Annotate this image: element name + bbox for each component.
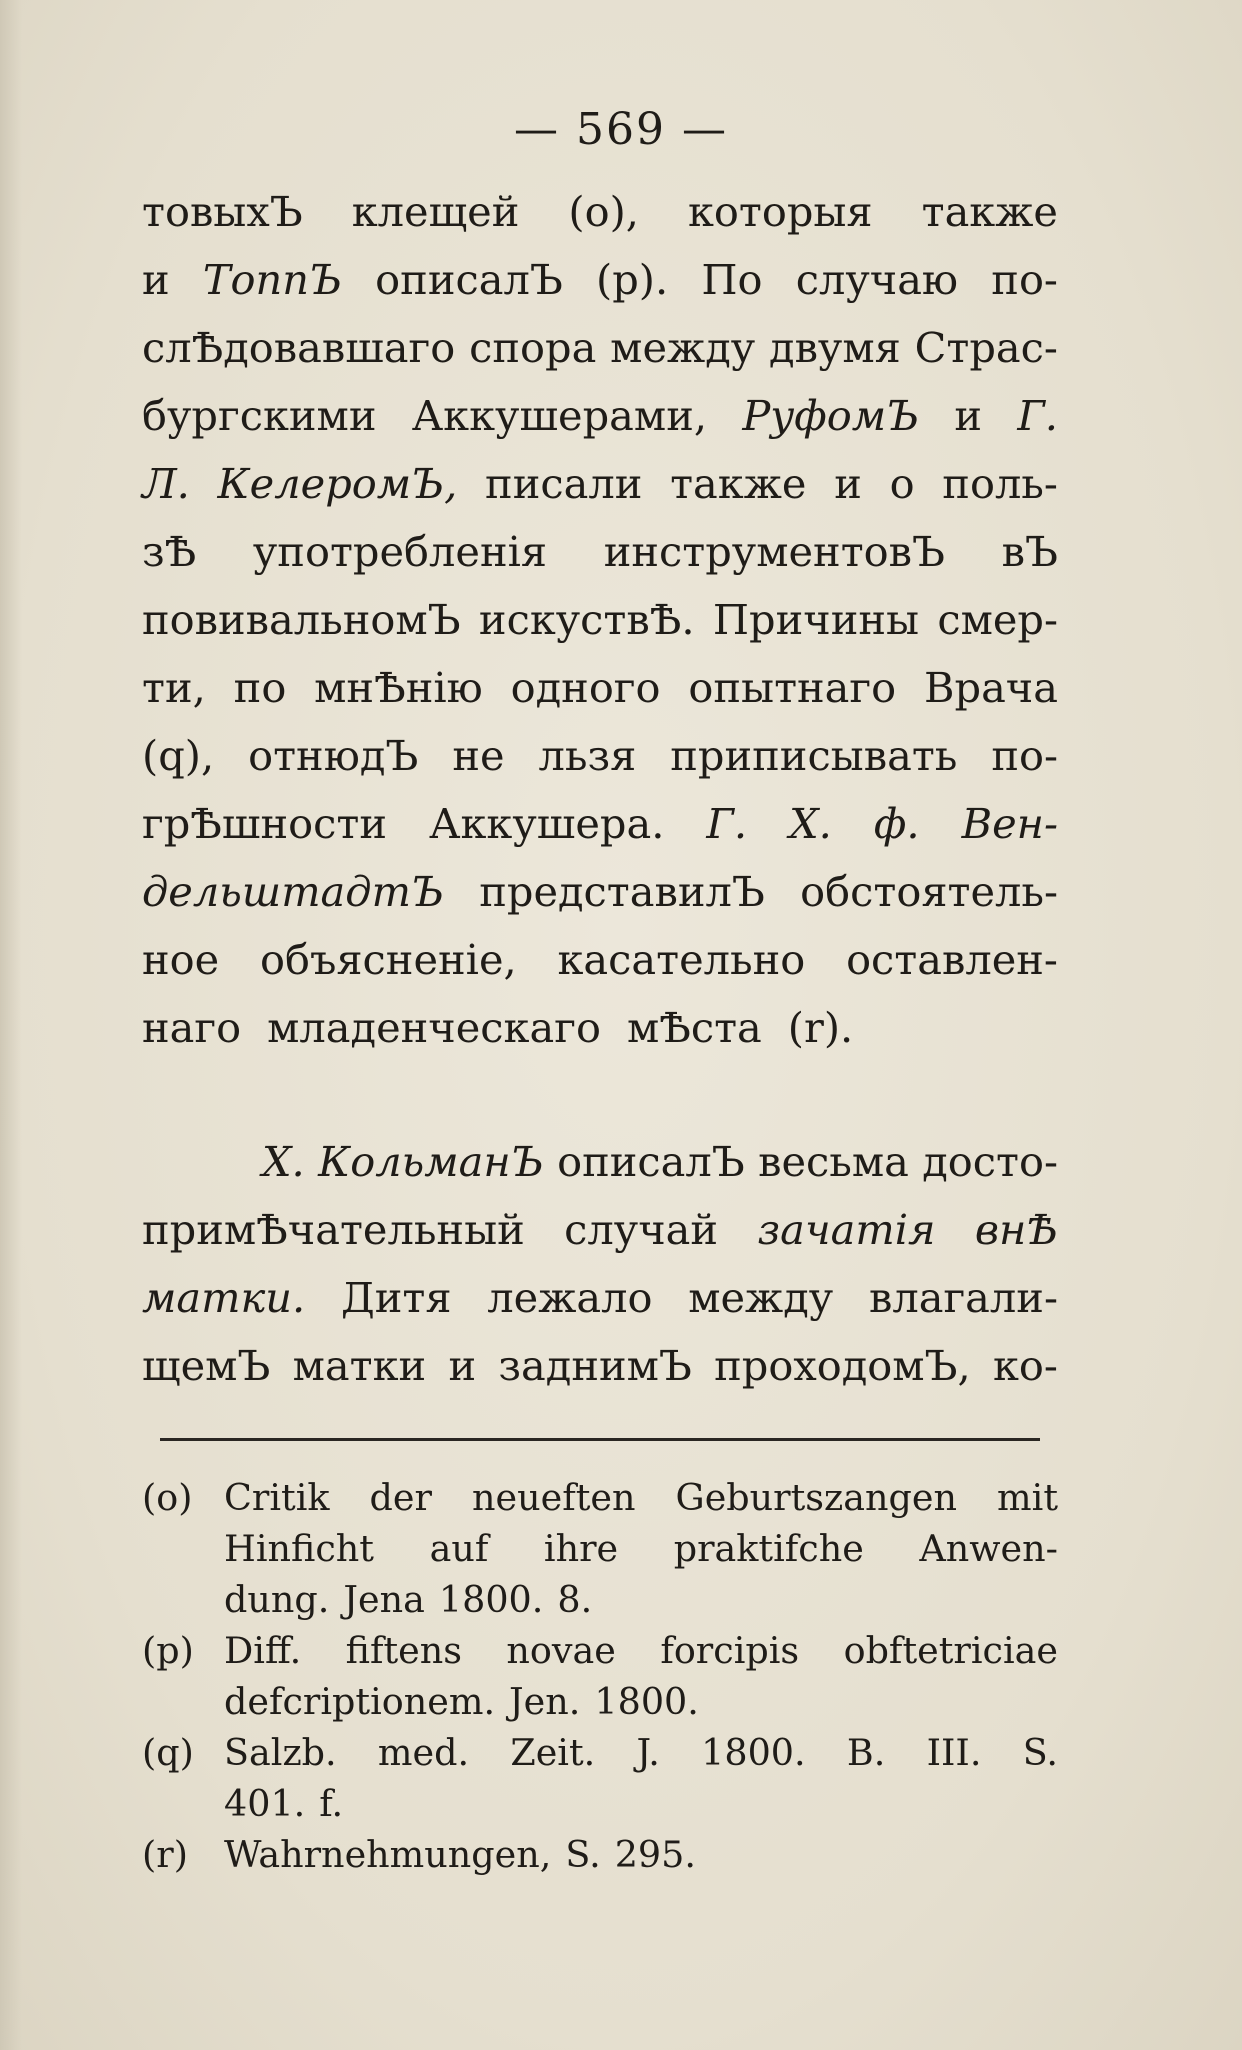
- text-line: [142, 382, 1058, 450]
- word: зѢ: [142, 527, 197, 576]
- word: Вен-: [961, 799, 1058, 848]
- text-line: [142, 1128, 1058, 1196]
- word: neueften: [472, 1476, 636, 1519]
- text-line: [142, 246, 1058, 314]
- footnote: [142, 1727, 1058, 1829]
- word: писали: [485, 459, 643, 508]
- footnote-text: [224, 1625, 1058, 1727]
- word: двумя: [769, 323, 901, 372]
- footnote-mark: (q): [142, 1731, 194, 1774]
- word: Аккушерами,: [411, 391, 708, 440]
- word: случай: [564, 1205, 719, 1254]
- text-line: [142, 314, 1058, 382]
- word: влагали-: [868, 1273, 1058, 1322]
- word: ное: [142, 935, 220, 984]
- word: Geburtszangen: [675, 1476, 957, 1519]
- word: описалЪ: [557, 1137, 745, 1186]
- footnotes: [142, 1472, 1058, 1880]
- word: и: [954, 391, 983, 440]
- word: бургскими: [142, 391, 377, 440]
- word: грѢшности: [142, 799, 388, 848]
- word: объясненіе,: [260, 935, 517, 984]
- word: мнѢнію: [314, 663, 483, 712]
- word: Аккушера.: [429, 799, 665, 848]
- footnote-mark: (p): [142, 1629, 194, 1672]
- text-line: [142, 790, 1058, 858]
- footnote-line: [224, 1523, 1058, 1574]
- word: Diff.: [224, 1629, 302, 1672]
- word: по-: [991, 255, 1058, 304]
- word: также: [670, 459, 807, 508]
- word: заднимЪ: [498, 1341, 692, 1390]
- text-line: [142, 518, 1058, 586]
- word: Salzb.: [224, 1731, 337, 1774]
- word: матки.: [142, 1273, 306, 1322]
- word: ТоппЪ: [202, 255, 342, 304]
- word: Wahrnehmungen,: [224, 1833, 552, 1876]
- word: обстоятель-: [800, 867, 1058, 916]
- footnote-text: [224, 1727, 1058, 1829]
- word: КольманЪ: [318, 1137, 544, 1186]
- word: примѢчательный: [142, 1205, 525, 1254]
- word: младенческаго: [267, 1003, 601, 1052]
- word: 295.: [614, 1833, 696, 1876]
- footnote-line: [224, 1676, 1058, 1727]
- word: и: [448, 1341, 477, 1390]
- word: инструментовЪ: [603, 527, 945, 576]
- word: Г.: [706, 799, 748, 848]
- word: и: [142, 255, 170, 304]
- word: med.: [377, 1731, 470, 1774]
- word: forcipis: [660, 1629, 800, 1672]
- word: S.: [565, 1833, 601, 1876]
- word: 1800.: [701, 1731, 806, 1774]
- footnote: [142, 1472, 1058, 1625]
- word: (q),: [142, 731, 215, 780]
- word: спора: [469, 323, 597, 372]
- text-line: [142, 1196, 1058, 1264]
- footnote-mark: (o): [142, 1476, 193, 1519]
- word: 1800.: [438, 1578, 544, 1621]
- word: Critik: [224, 1476, 330, 1519]
- word: одного: [510, 663, 661, 712]
- word: весьма: [758, 1137, 909, 1186]
- word: Врача: [924, 663, 1058, 712]
- word: Zeit.: [510, 1731, 596, 1774]
- word: auf: [429, 1527, 489, 1570]
- word: о: [889, 459, 915, 508]
- word: оставлен-: [846, 935, 1058, 984]
- word: (о),: [568, 187, 639, 236]
- word: клещей: [351, 187, 520, 236]
- text-line: [142, 1264, 1058, 1332]
- word: не: [452, 731, 505, 780]
- word: опытнаго: [688, 663, 897, 712]
- word: 1800.: [594, 1680, 699, 1723]
- footnote-text: [224, 1829, 1058, 1880]
- word: B.: [846, 1731, 886, 1774]
- word: obftetriciae: [843, 1629, 1058, 1672]
- word: касательно: [557, 935, 806, 984]
- word: S.: [1022, 1731, 1058, 1774]
- page-number: — 569 —: [514, 104, 728, 155]
- text-line: [142, 858, 1058, 926]
- word: между: [610, 323, 756, 372]
- word: матки: [292, 1341, 427, 1390]
- word: Х.: [789, 799, 832, 848]
- word: смер-: [937, 595, 1058, 644]
- word: (р).: [596, 255, 669, 304]
- word: 401.: [224, 1782, 306, 1825]
- word: Страс-: [914, 323, 1058, 372]
- paragraph-2: [142, 1128, 1058, 1400]
- word: дельштадтЪ: [142, 867, 444, 916]
- word: 8.: [557, 1578, 593, 1621]
- text-line: [142, 586, 1058, 654]
- word: между: [688, 1273, 834, 1322]
- word: представилЪ: [479, 867, 765, 916]
- footnote-line: [224, 1829, 1058, 1880]
- text-line: [142, 722, 1058, 790]
- word: ihre: [543, 1527, 619, 1570]
- word: novae: [506, 1629, 616, 1672]
- text-line: [142, 1332, 1058, 1400]
- word: КелеромЪ,: [217, 459, 458, 508]
- word: отнюдЪ: [248, 731, 419, 780]
- word: употребленія: [252, 527, 548, 576]
- word: лежало: [487, 1273, 653, 1322]
- word: случаю: [795, 255, 959, 304]
- word: ти,: [142, 663, 206, 712]
- word: щемЪ: [142, 1341, 271, 1390]
- word: зачатія: [757, 1205, 936, 1254]
- word: по: [233, 663, 287, 712]
- word: mit: [997, 1476, 1058, 1519]
- footnote-line: [224, 1472, 1058, 1523]
- word: приписывать: [670, 731, 958, 780]
- footnote-line: [224, 1778, 1058, 1829]
- text-line: [142, 178, 1058, 246]
- text-line: [142, 450, 1058, 518]
- word: defcriptionem.: [224, 1680, 496, 1723]
- word: внѢ: [974, 1205, 1058, 1254]
- word: льзя: [538, 731, 637, 780]
- word: поль-: [942, 459, 1058, 508]
- text-line: [142, 654, 1058, 722]
- text-line: [142, 994, 1058, 1062]
- word: (r).: [787, 1003, 854, 1052]
- word: также: [921, 187, 1058, 236]
- word: повивальномЪ: [142, 595, 461, 644]
- word: Дитя: [340, 1273, 452, 1322]
- word: Hinficht: [224, 1527, 374, 1570]
- footnote: [142, 1829, 1058, 1880]
- word: и: [834, 459, 862, 508]
- paragraph-1: [142, 178, 1058, 1062]
- word: товыхЪ: [142, 187, 303, 236]
- word: слѢдовавшаго: [142, 323, 456, 372]
- word: описалЪ: [375, 255, 563, 304]
- text-line: [142, 926, 1058, 994]
- word: Х.: [262, 1137, 305, 1186]
- word: praktifche: [673, 1527, 864, 1570]
- word: ко-: [992, 1341, 1058, 1390]
- word: мѢста: [626, 1003, 762, 1052]
- footnote: [142, 1625, 1058, 1727]
- word: ф.: [873, 799, 920, 848]
- word: Jen.: [509, 1680, 581, 1723]
- word: По: [701, 255, 763, 304]
- word: РуфомЪ: [742, 391, 920, 440]
- word: J.: [636, 1731, 660, 1774]
- word: по-: [991, 731, 1058, 780]
- word: проходомЪ,: [714, 1341, 971, 1390]
- word: f.: [319, 1782, 344, 1825]
- word: III.: [926, 1731, 982, 1774]
- word: Л.: [142, 459, 190, 508]
- word: Anwen-: [919, 1527, 1058, 1570]
- word: искуствѢ.: [478, 595, 695, 644]
- word: Причины: [712, 595, 920, 644]
- footnote-text: [224, 1472, 1058, 1625]
- footnote-line: [224, 1625, 1058, 1676]
- word: досто-: [922, 1137, 1058, 1186]
- word: наго: [142, 1003, 242, 1052]
- word: der: [369, 1476, 432, 1519]
- footnote-line: [224, 1574, 1058, 1625]
- footnote-divider: [160, 1438, 1040, 1441]
- word: Г.: [1017, 391, 1058, 440]
- word: Jena: [343, 1578, 425, 1621]
- word: которыя: [687, 187, 873, 236]
- word: dung.: [224, 1578, 330, 1621]
- footnote-mark: (r): [142, 1833, 188, 1876]
- footnote-line: [224, 1727, 1058, 1778]
- word: вЪ: [1001, 527, 1058, 576]
- word: fiftens: [345, 1629, 462, 1672]
